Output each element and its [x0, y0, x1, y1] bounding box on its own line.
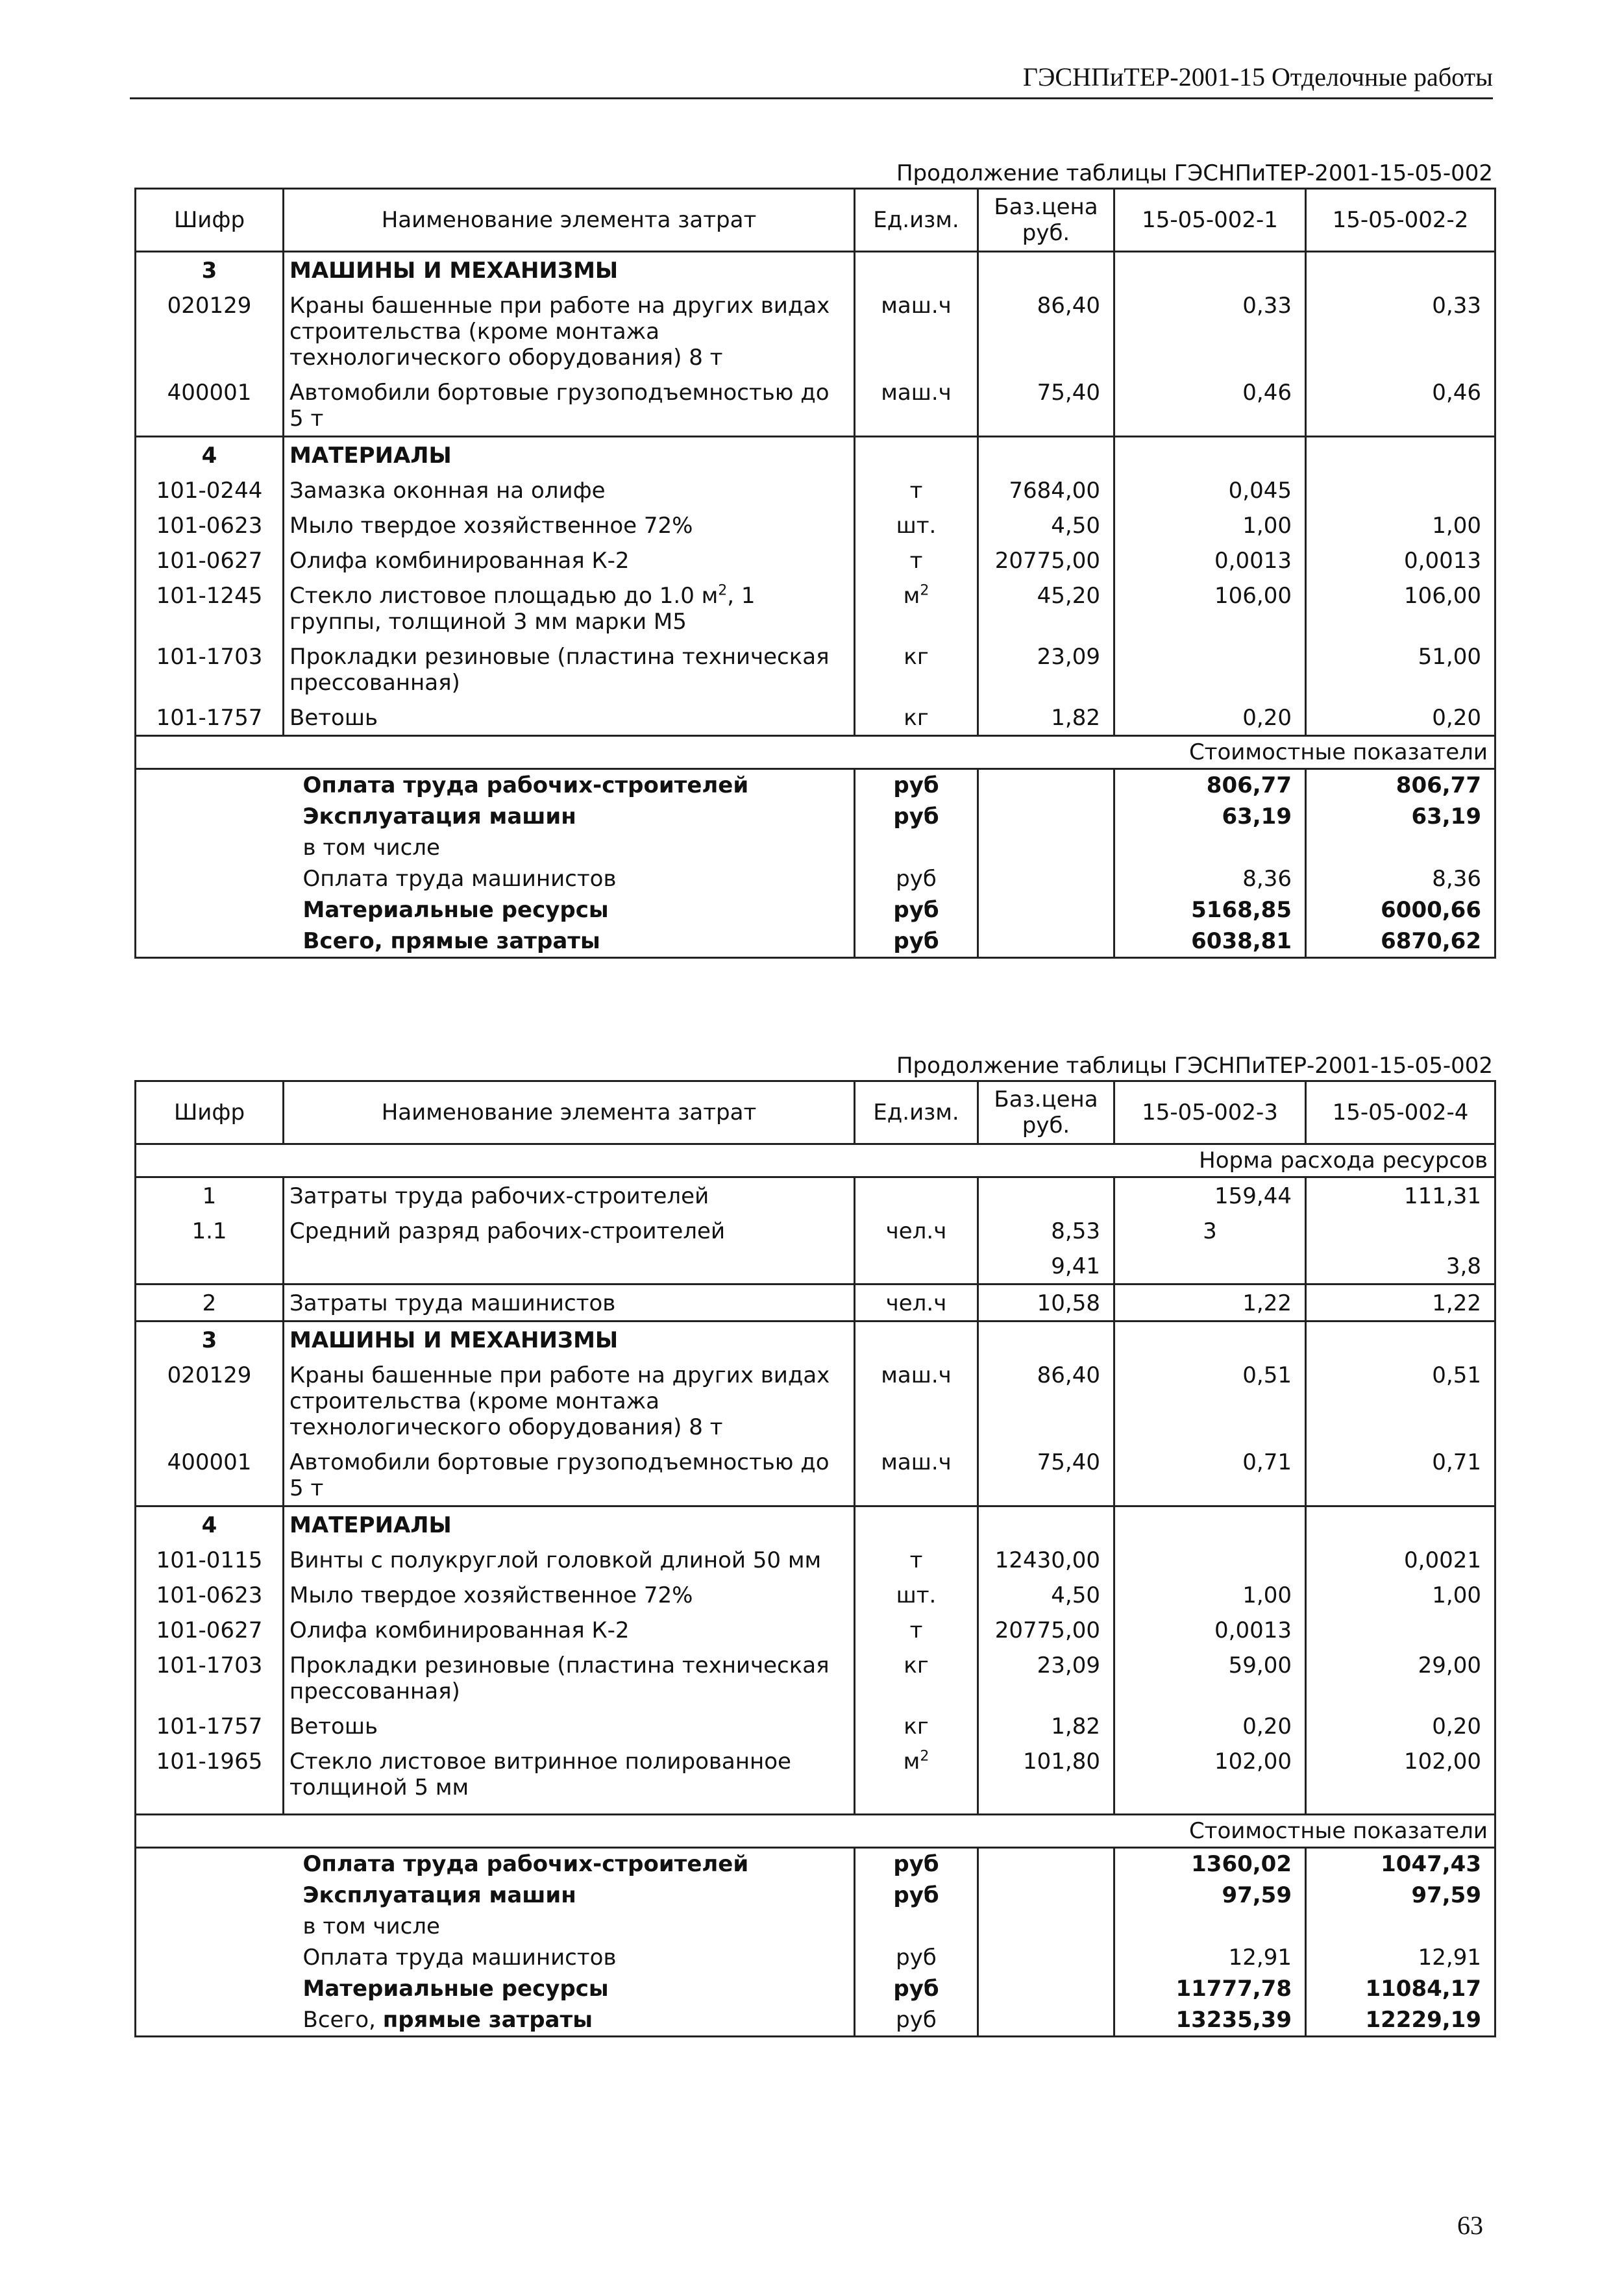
cell-norm-1: 106,00	[1114, 578, 1306, 639]
cell-norm-1	[1114, 1248, 1306, 1284]
cell-norm-2: 1,00	[1306, 508, 1495, 543]
cell-name: Олифа комбинированная К-2	[284, 1612, 855, 1647]
cell-name: Средний разряд рабочих-строителей	[284, 1213, 855, 1248]
cell-norm-2: 111,31	[1306, 1177, 1495, 1214]
cell-unit: кг	[855, 639, 978, 700]
cell-code: 1	[136, 1177, 284, 1214]
cell-code: 020129	[136, 288, 284, 375]
cell-unit: кг	[855, 1647, 978, 1708]
table-row	[136, 1743, 1495, 1804]
cell-norm-1: 102,00	[1114, 1743, 1306, 1804]
cost-label: Материальные ресурсы	[284, 894, 855, 926]
cell-name: Мыло твердое хозяйственное 72%	[284, 508, 855, 543]
cell-price: 9,41	[978, 1248, 1114, 1284]
cell-unit: маш.ч	[855, 1357, 978, 1444]
cell-unit: шт.	[855, 1577, 978, 1612]
col-header-code: Шифр	[136, 1081, 284, 1144]
table-row	[136, 700, 1495, 736]
cell-code: 020129	[136, 1357, 284, 1444]
cell-norm-2: 0,51	[1306, 1357, 1495, 1444]
table-15-05-002-1-2	[134, 159, 1494, 959]
unit-text: м	[903, 1749, 920, 1775]
cost-value-1: 13235,39	[1114, 2004, 1306, 2037]
cell-price: 1,82	[978, 1708, 1114, 1743]
cell-name: Винты с полукруглой головкой длиной 50 мм	[284, 1542, 855, 1577]
col-header-price: Баз.цена руб.	[978, 1081, 1114, 1144]
section-number: 4	[136, 437, 284, 473]
cell-norm-1: 0,51	[1114, 1357, 1306, 1444]
cell-name-part: , 1 группы, толщиной 3 мм марки М5	[289, 583, 756, 635]
col-header-price: Баз.цена руб.	[978, 189, 1114, 252]
cell-unit: маш.ч	[855, 288, 978, 375]
col-header-unit: Ед.изм.	[855, 1081, 978, 1144]
cell-code: 101-0244	[136, 473, 284, 508]
cost-label: в том числе	[284, 832, 855, 863]
cell-price: 75,40	[978, 1444, 1114, 1506]
col-header-norm-2: 15-05-002-4	[1306, 1081, 1495, 1144]
cell-code: 101-1245	[136, 578, 284, 639]
cell-code: 1.1	[136, 1213, 284, 1248]
cost-value-1: 63,19	[1114, 801, 1306, 832]
cost-unit: руб	[855, 926, 978, 958]
cell-unit	[855, 1177, 978, 1214]
cell-norm-1: 0,0013	[1114, 543, 1306, 578]
header-title: ГЭСНПиТЕР-2001-15 Отделочные работы	[1022, 62, 1493, 92]
cell-price: 75,40	[978, 375, 1114, 437]
table-header-row	[136, 189, 1495, 252]
cost-unit: руб	[855, 1942, 978, 1973]
cell-price	[978, 1177, 1114, 1214]
unit-text: м	[903, 583, 920, 609]
cell-norm-1: 159,44	[1114, 1177, 1306, 1214]
superscript: 2	[920, 1748, 929, 1765]
cell-norm-1: 0,20	[1114, 700, 1306, 736]
cell-norm-2	[1306, 1213, 1495, 1248]
table-row	[136, 1444, 1495, 1506]
cell-code: 101-1965	[136, 1743, 284, 1804]
col-header-name: Наименование элемента затрат	[284, 1081, 855, 1144]
col-header-unit: Ед.изм.	[855, 189, 978, 252]
col-header-norm-1: 15-05-002-1	[1114, 189, 1306, 252]
cell-name: Автомобили бортовые грузоподъемностью до 5 т	[284, 1444, 855, 1506]
cost-row	[136, 769, 1495, 802]
cell-norm-2: 0,71	[1306, 1444, 1495, 1506]
cell-code: 101-1757	[136, 700, 284, 736]
table-header-row	[136, 1081, 1495, 1144]
cost-label	[284, 2004, 855, 2037]
cell-norm-2: 102,00	[1306, 1743, 1495, 1804]
col-header-norm-1: 15-05-002-3	[1114, 1081, 1306, 1144]
table-row	[136, 473, 1495, 508]
page-number: 63	[1457, 2211, 1483, 2240]
table-continuation-caption: Продолжение таблицы ГЭСНПиТЕР-2001-15-05-002	[896, 160, 1493, 186]
cost-band-row	[136, 736, 1495, 769]
cost-value-2: 6000,66	[1306, 894, 1495, 926]
cost-unit: руб	[855, 769, 978, 802]
cost-unit: руб	[855, 2004, 978, 2037]
cell-norm-2: 0,33	[1306, 288, 1495, 375]
cost-label: Оплата труда машинистов	[284, 863, 855, 894]
running-header	[130, 58, 1493, 99]
section-number: 3	[136, 1321, 284, 1358]
cost-value-1: 806,77	[1114, 769, 1306, 802]
table-row	[136, 508, 1495, 543]
table-row	[136, 1542, 1495, 1577]
cell-unit	[855, 1248, 978, 1284]
cost-unit: руб	[855, 894, 978, 926]
cell-norm-2: 0,20	[1306, 1708, 1495, 1743]
cell-norm-2: 29,00	[1306, 1647, 1495, 1708]
cell-norm-1: 0,33	[1114, 288, 1306, 375]
section-row-machines	[136, 1321, 1495, 1358]
cell-norm-2	[1306, 1612, 1495, 1647]
cell-name: Прокладки резиновые (пластина техническая прессованная)	[284, 1647, 855, 1708]
table-15-05-002-3-4	[134, 1051, 1494, 2037]
cell-price: 12430,00	[978, 1542, 1114, 1577]
cell-unit	[855, 578, 978, 639]
table-row	[136, 1177, 1495, 1214]
cost-value-2: 1047,43	[1306, 1848, 1495, 1880]
cell-unit: т	[855, 1612, 978, 1647]
cell-norm-1	[1114, 639, 1306, 700]
cost-row	[136, 801, 1495, 832]
cell-code: 2	[136, 1284, 284, 1321]
table-row	[136, 1708, 1495, 1743]
section-row-materials	[136, 437, 1495, 473]
cell-norm-1: 1,22	[1114, 1284, 1306, 1321]
cost-band-row	[136, 1815, 1495, 1848]
cost-value-2: 8,36	[1306, 863, 1495, 894]
cost-label: Эксплуатация машин	[284, 1880, 855, 1911]
cell-price: 101,80	[978, 1743, 1114, 1804]
cell-unit: т	[855, 1542, 978, 1577]
cost-value-2: 12,91	[1306, 1942, 1495, 1973]
cost-value-1: 97,59	[1114, 1880, 1306, 1911]
table-row	[136, 578, 1495, 639]
cell-unit: шт.	[855, 508, 978, 543]
cell-price: 1,82	[978, 700, 1114, 736]
cell-norm-1: 0,20	[1114, 1708, 1306, 1743]
cell-name: Затраты труда машинистов	[284, 1284, 855, 1321]
spacer-row	[136, 1804, 1495, 1815]
cell-code: 101-0627	[136, 543, 284, 578]
cost-unit: руб	[855, 801, 978, 832]
col-header-code: Шифр	[136, 189, 284, 252]
table-row	[136, 639, 1495, 700]
cell-name: Ветошь	[284, 1708, 855, 1743]
cell-name: Краны башенные при работе на других видах строительства (кроме монтажа технологического оборудования) 8 т	[284, 288, 855, 375]
cost-label: в том числе	[284, 1911, 855, 1942]
cell-norm-2: 0,0021	[1306, 1542, 1495, 1577]
cell-norm-1: 0,045	[1114, 473, 1306, 508]
cell-unit: чел.ч	[855, 1213, 978, 1248]
cell-name-part: Стекло листовое площадью до 1.0 м	[289, 583, 719, 609]
cell-name: Ветошь	[284, 700, 855, 736]
cost-label-part: Всего,	[302, 2007, 383, 2033]
cost-value-1: 6038,81	[1114, 926, 1306, 958]
cell-unit: чел.ч	[855, 1284, 978, 1321]
section-title: МАШИНЫ И МЕХАНИЗМЫ	[284, 1321, 855, 1358]
table-row	[136, 288, 1495, 375]
cell-price: 7684,00	[978, 473, 1114, 508]
cell-code: 101-0623	[136, 508, 284, 543]
section-title: МАШИНЫ И МЕХАНИЗМЫ	[284, 252, 855, 288]
cell-norm-2: 1,00	[1306, 1577, 1495, 1612]
cell-price: 4,50	[978, 1577, 1114, 1612]
section-title: МАТЕРИАЛЫ	[284, 437, 855, 473]
cell-unit: маш.ч	[855, 1444, 978, 1506]
cost-row	[136, 1973, 1495, 2004]
cell-price: 45,20	[978, 578, 1114, 639]
table-row	[136, 1647, 1495, 1708]
cell-price: 23,09	[978, 639, 1114, 700]
cost-value-2: 97,59	[1306, 1880, 1495, 1911]
cell-price: 23,09	[978, 1647, 1114, 1708]
cost-value-2: 806,77	[1306, 769, 1495, 802]
section-title: МАТЕРИАЛЫ	[284, 1506, 855, 1543]
cell-name: Краны башенные при работе на других видах строительства (кроме монтажа технологического оборудования) 8 т	[284, 1357, 855, 1444]
cell-name: Мыло твердое хозяйственное 72%	[284, 1577, 855, 1612]
cell-name: Олифа комбинированная К-2	[284, 543, 855, 578]
section-number: 3	[136, 252, 284, 288]
cost-unit: руб	[855, 1848, 978, 1880]
cell-unit	[855, 1743, 978, 1804]
cell-code: 101-1757	[136, 1708, 284, 1743]
cost-label-part: прямые затраты	[382, 2007, 593, 2033]
cell-name: Прокладки резиновые (пластина техническая прессованная)	[284, 639, 855, 700]
cost-label: Оплата труда рабочих-строителей	[284, 1848, 855, 1880]
cost-unit: руб	[855, 863, 978, 894]
cell-norm-2	[1306, 473, 1495, 508]
table-row	[136, 375, 1495, 437]
cell-code: 101-1703	[136, 1647, 284, 1708]
cost-label: Оплата труда рабочих-строителей	[284, 769, 855, 802]
cell-unit: кг	[855, 700, 978, 736]
cost-row	[136, 894, 1495, 926]
cost-label: Всего, прямые затраты	[284, 926, 855, 958]
cell-norm-1: 1,00	[1114, 508, 1306, 543]
cost-row	[136, 2004, 1495, 2037]
table-continuation-caption: Продолжение таблицы ГЭСНПиТЕР-2001-15-05-002	[896, 1053, 1493, 1079]
cell-price: 86,40	[978, 288, 1114, 375]
cell-name: Замазка оконная на олифе	[284, 473, 855, 508]
table-row	[136, 1577, 1495, 1612]
cost-row	[136, 1880, 1495, 1911]
cost-unit: руб	[855, 1880, 978, 1911]
cell-unit: маш.ч	[855, 375, 978, 437]
cell-norm-2: 0,46	[1306, 375, 1495, 437]
cost-label: Материальные ресурсы	[284, 1973, 855, 2004]
section-number: 4	[136, 1506, 284, 1543]
cost-label: Эксплуатация машин	[284, 801, 855, 832]
cost-band-label: Стоимостные показатели	[136, 736, 1495, 769]
table-row	[136, 1357, 1495, 1444]
table-row	[136, 543, 1495, 578]
cost-row	[136, 1848, 1495, 1880]
cell-norm-2: 0,0013	[1306, 543, 1495, 578]
cost-row	[136, 1942, 1495, 1973]
table-row	[136, 1248, 1495, 1284]
cost-value-2: 6870,62	[1306, 926, 1495, 958]
cell-price: 20775,00	[978, 1612, 1114, 1647]
cell-price: 20775,00	[978, 543, 1114, 578]
cell-name	[284, 1248, 855, 1284]
cell-norm-1: 59,00	[1114, 1647, 1306, 1708]
cost-unit: руб	[855, 1973, 978, 2004]
cost-row	[136, 863, 1495, 894]
norm-band-label: Норма расхода ресурсов	[136, 1144, 1495, 1177]
norm-band-row	[136, 1144, 1495, 1177]
cost-value-1: 12,91	[1114, 1942, 1306, 1973]
cell-norm-1	[1114, 1542, 1306, 1577]
cell-code: 101-1703	[136, 639, 284, 700]
cell-unit: т	[855, 473, 978, 508]
cell-norm-2: 51,00	[1306, 639, 1495, 700]
cell-code: 101-0115	[136, 1542, 284, 1577]
table-row	[136, 1612, 1495, 1647]
cost-row	[136, 832, 1495, 863]
cell-name: Автомобили бортовые грузоподъемностью до 5 т	[284, 375, 855, 437]
cost-value-1: 8,36	[1114, 863, 1306, 894]
cell-name: Стекло листовое витринное полированное толщиной 5 мм	[284, 1743, 855, 1804]
cell-price: 10,58	[978, 1284, 1114, 1321]
section-row-machines	[136, 252, 1495, 288]
cost-label: Оплата труда машинистов	[284, 1942, 855, 1973]
cost-value-2: 11084,17	[1306, 1973, 1495, 2004]
cost-value-2: 12229,19	[1306, 2004, 1495, 2037]
cell-unit: т	[855, 543, 978, 578]
cost-value-2: 63,19	[1306, 801, 1495, 832]
cost-value-1: 11777,78	[1114, 1973, 1306, 2004]
table-row	[136, 1284, 1495, 1321]
col-header-norm-2: 15-05-002-2	[1306, 189, 1495, 252]
cell-norm-1: 3	[1114, 1213, 1306, 1248]
cost-row	[136, 926, 1495, 958]
cell-norm-2: 1,22	[1306, 1284, 1495, 1321]
cell-price: 4,50	[978, 508, 1114, 543]
section-row-materials	[136, 1506, 1495, 1543]
cost-band-label: Стоимостные показатели	[136, 1815, 1495, 1848]
col-header-name: Наименование элемента затрат	[284, 189, 855, 252]
superscript: 2	[920, 582, 929, 599]
cell-norm-1: 0,0013	[1114, 1612, 1306, 1647]
cell-norm-1: 1,00	[1114, 1577, 1306, 1612]
cell-code: 400001	[136, 1444, 284, 1506]
superscript: 2	[718, 582, 728, 599]
cell-norm-2: 0,20	[1306, 700, 1495, 736]
cell-code	[136, 1248, 284, 1284]
cell-norm-1: 0,46	[1114, 375, 1306, 437]
cell-name	[284, 578, 855, 639]
cell-price: 86,40	[978, 1357, 1114, 1444]
cell-unit: кг	[855, 1708, 978, 1743]
cell-norm-2: 106,00	[1306, 578, 1495, 639]
cell-code: 101-0623	[136, 1577, 284, 1612]
cost-value-1: 1360,02	[1114, 1848, 1306, 1880]
cell-norm-2: 3,8	[1306, 1248, 1495, 1284]
cell-code: 101-0627	[136, 1612, 284, 1647]
table-row	[136, 1213, 1495, 1248]
cost-value-1: 5168,85	[1114, 894, 1306, 926]
cell-price: 8,53	[978, 1213, 1114, 1248]
cell-code: 400001	[136, 375, 284, 437]
cost-row	[136, 1911, 1495, 1942]
cell-norm-1: 0,71	[1114, 1444, 1306, 1506]
cell-name: Затраты труда рабочих-строителей	[284, 1177, 855, 1214]
